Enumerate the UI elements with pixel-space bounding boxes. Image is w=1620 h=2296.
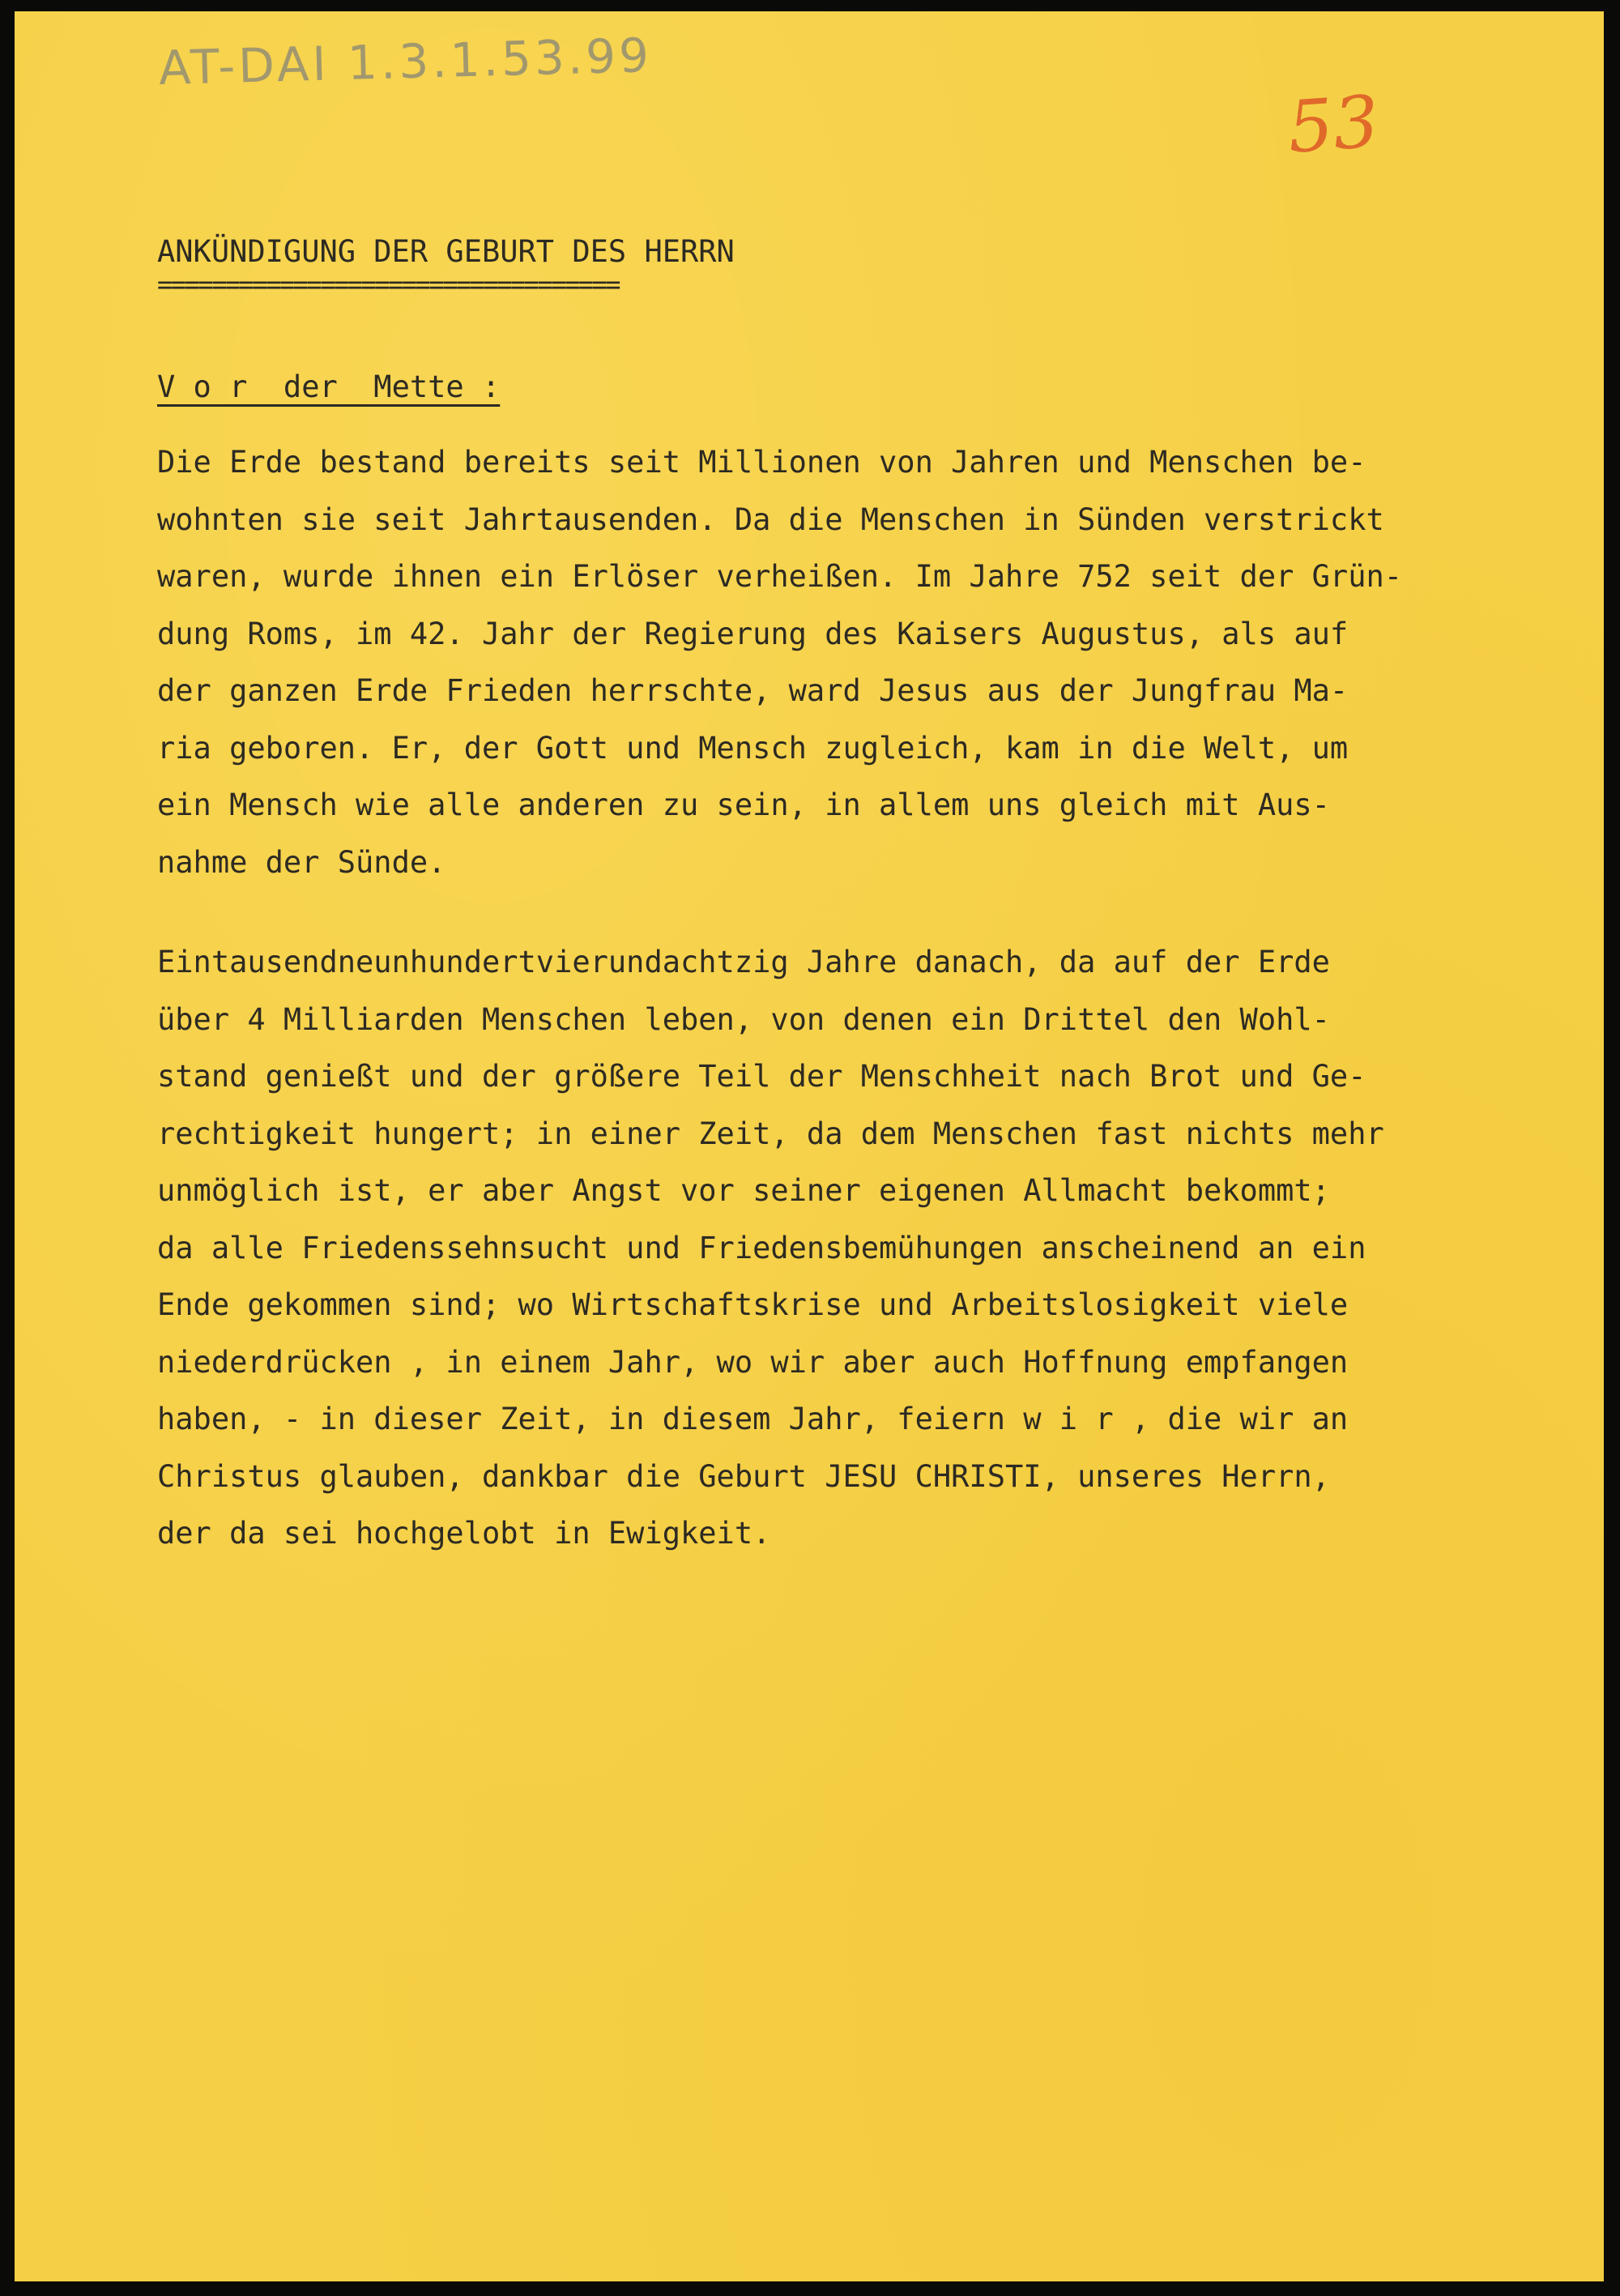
text-line: ria geboren. Er, der Gott und Mensch zugleich, kam in die Welt, um <box>157 730 1349 766</box>
text-line: nahme der Sünde. <box>157 844 446 880</box>
paragraph-2 <box>157 934 1384 1563</box>
text-line: Die Erde bestand bereits seit Millionen von Jahren und Menschen be- <box>157 445 1366 480</box>
text-line: haben, - in dieser Zeit, in diesem Jahr, feiern w i r , die wir an <box>157 1402 1349 1436</box>
text-line: ein Mensch wie alle anderen zu sein, in allem uns gleich mit Aus- <box>157 787 1330 822</box>
handwritten-page-number: 53 <box>1285 79 1382 169</box>
text-line: unmöglich ist, er aber Angst vor seiner eigenen Allmacht bekommt; <box>157 1173 1330 1208</box>
archive-signature-mark: AT-DAI 1.3.1.53.99 <box>158 28 653 96</box>
text-line: niederdrücken , in einem Jahr, wo wir aber auch Hoffnung empfangen <box>157 1344 1349 1380</box>
section-heading: V o r der Mette : <box>157 369 501 404</box>
document-title: ANKÜNDIGUNG DER GEBURT DES HERRN <box>157 234 735 269</box>
text-line: stand genießt und der größere Teil der Menschheit nach Brot und Ge- <box>157 1059 1366 1094</box>
text-line: dung Roms, im 42. Jahr der Regierung des Kaisers Augustus, als auf <box>157 616 1349 651</box>
text-line: Eintausendneunhundertvierundachtzig Jahre danach, da auf der Erde <box>157 945 1330 979</box>
text-line: der da sei hochgelobt in Ewigkeit. <box>157 1516 771 1551</box>
text-line: Ende gekommen sind; wo Wirtschaftskrise und Arbeitslosigkeit viele <box>157 1287 1349 1322</box>
text-line: wohnten sie seit Jahrtausenden. Da die Menschen in Sünden verstrickt <box>157 501 1384 537</box>
text-line: der ganzen Erde Frieden herrschte, ward Jesus aus der Jungfrau Ma- <box>157 673 1349 708</box>
text-line: rechtigkeit hungert; in einer Zeit, da dem Menschen fast nichts mehr <box>157 1116 1384 1151</box>
paragraph-1 <box>157 434 1402 891</box>
document-page <box>15 11 1604 2281</box>
title-double-rule: ================================== <box>157 269 620 300</box>
text-line: Christus glauben, dankbar die Geburt JESU CHRISTI, unseres Herrn, <box>157 1458 1330 1494</box>
text-line: waren, wurde ihnen ein Erlöser verheißen. Im Jahre 752 seit der Grün- <box>157 559 1403 594</box>
text-line: da alle Friedenssehnsucht und Friedensbemühungen anscheinend an ein <box>157 1230 1366 1265</box>
text-line: über 4 Milliarden Menschen leben, von denen ein Drittel den Wohl- <box>157 1001 1330 1037</box>
